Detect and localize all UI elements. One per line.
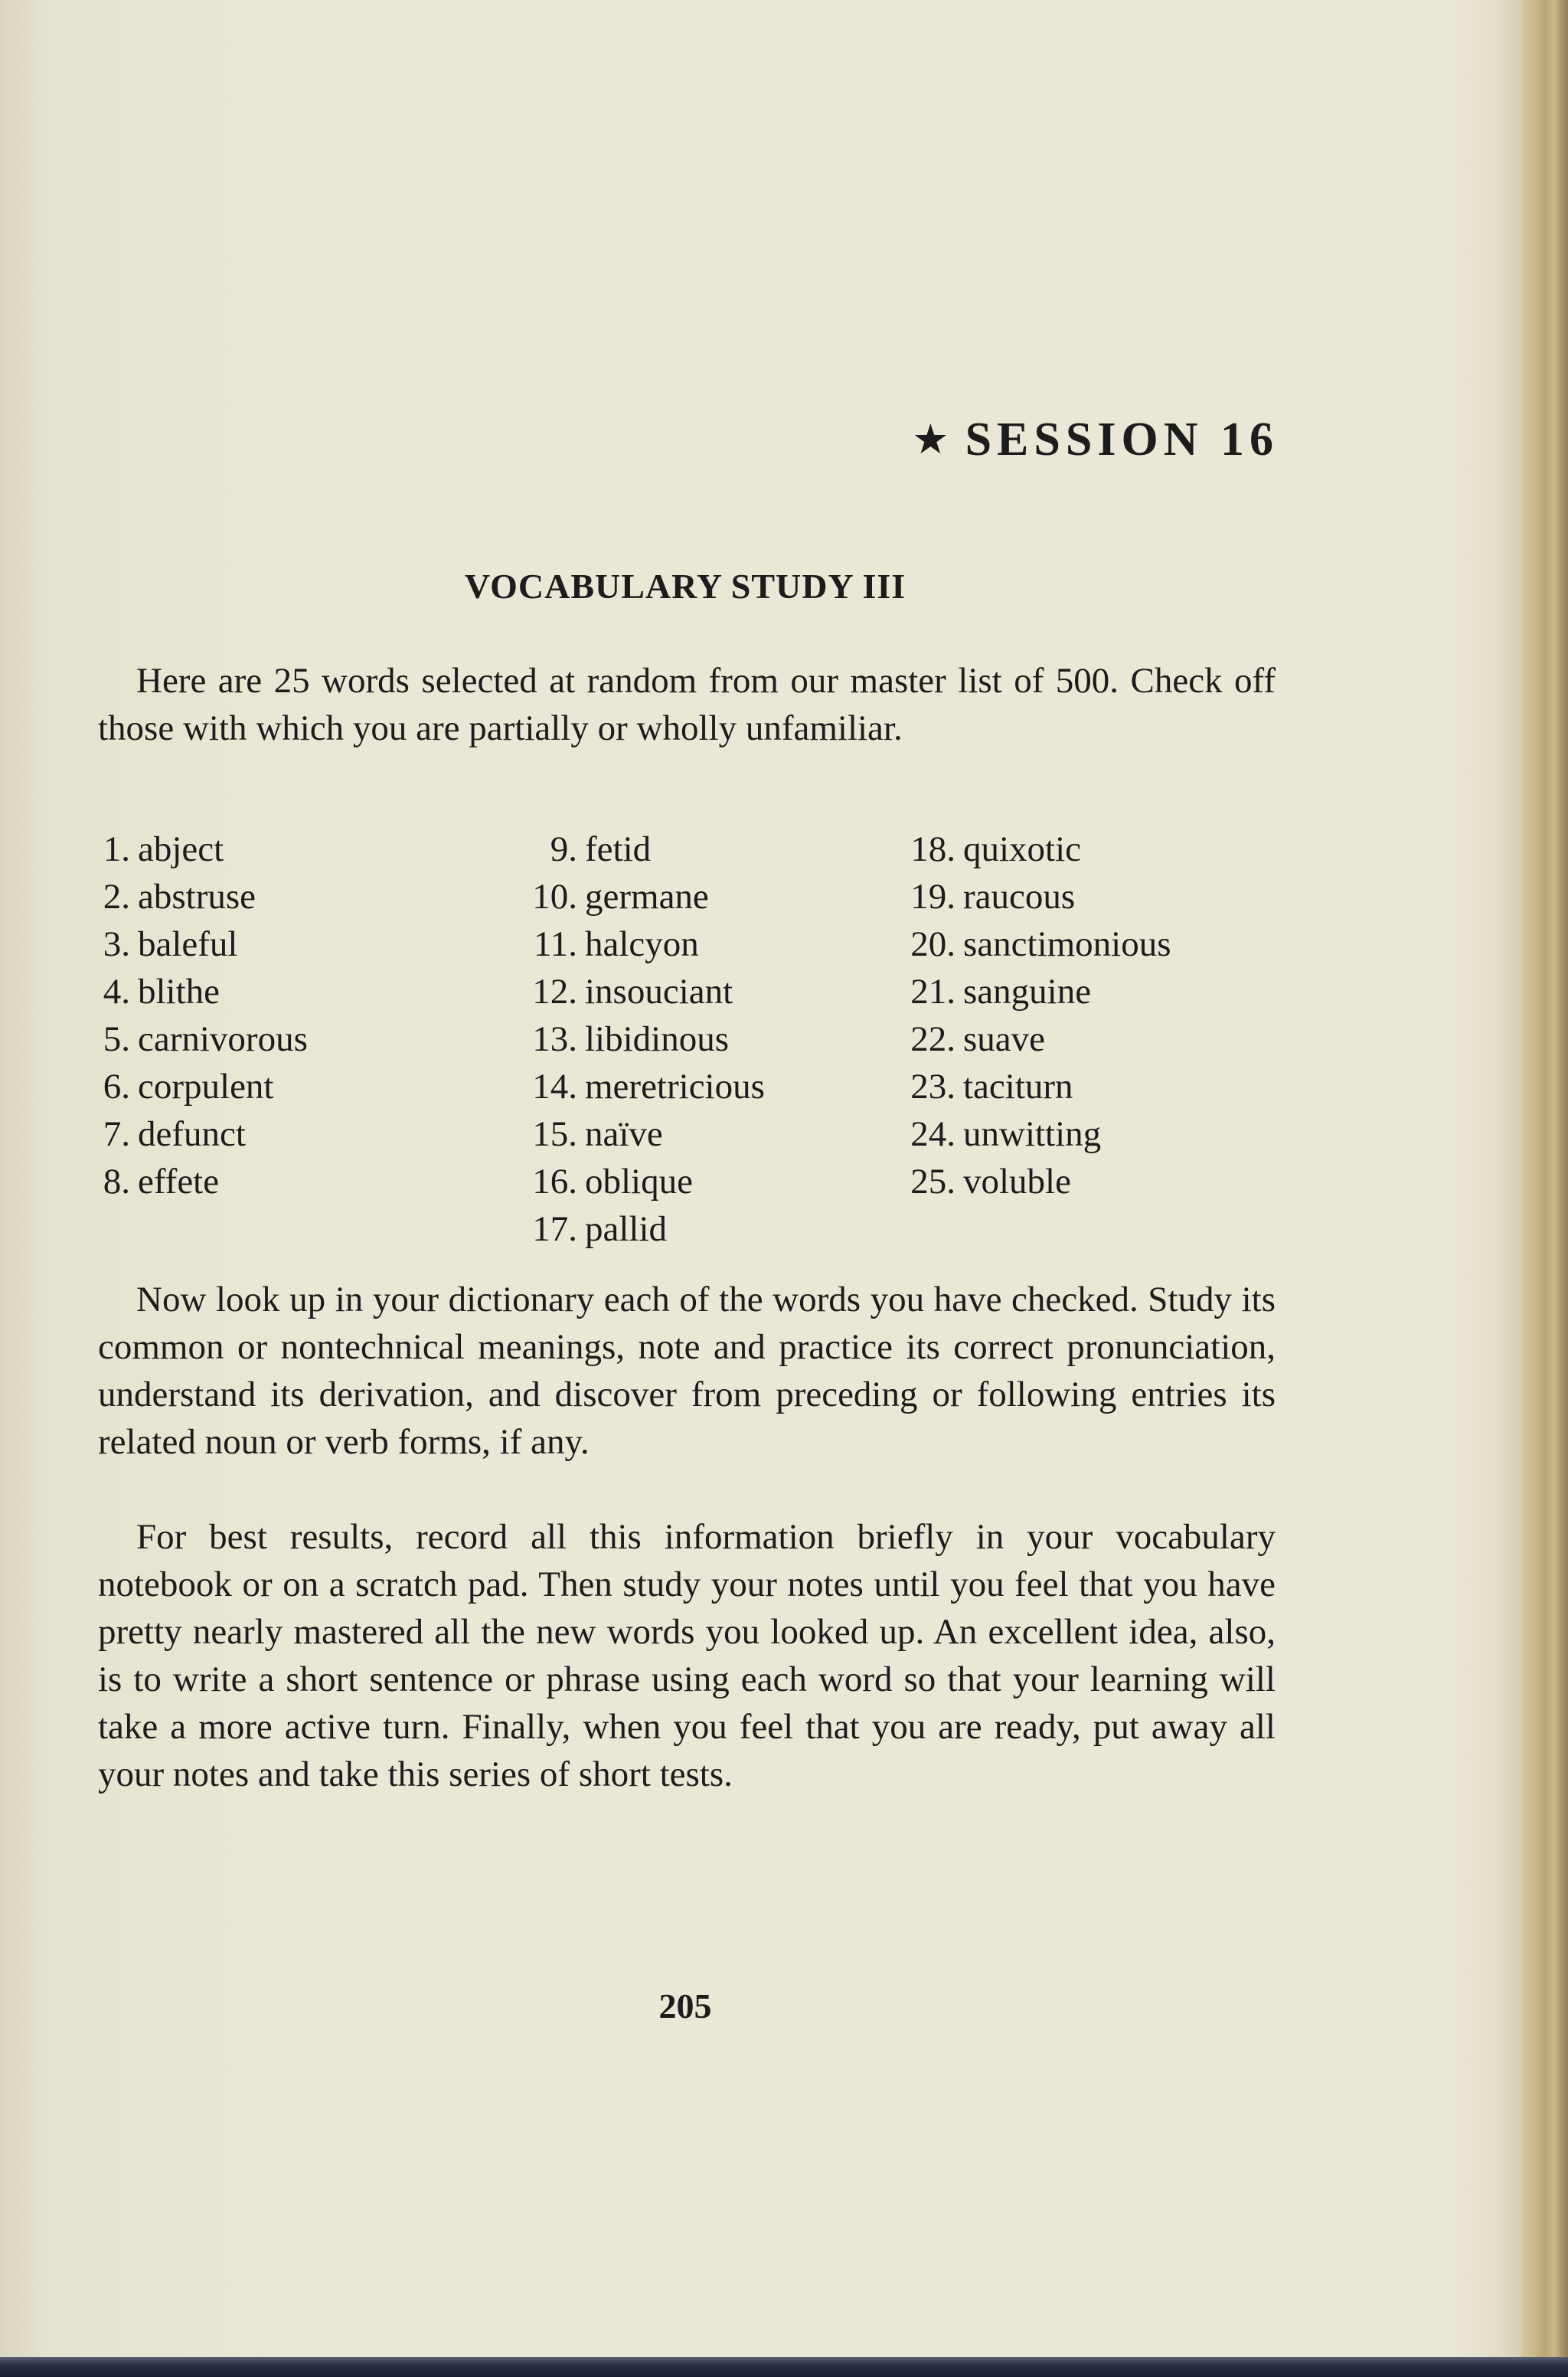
word-number: 8. xyxy=(103,1162,130,1202)
page-number: 205 xyxy=(658,1986,712,2026)
word-number: 23. xyxy=(910,1067,956,1107)
word: unwitting xyxy=(963,1114,1102,1154)
word-list-column-2 xyxy=(532,826,765,1253)
word-number: 10. xyxy=(532,877,577,917)
word: taciturn xyxy=(963,1067,1073,1107)
word-list-item xyxy=(103,920,308,968)
word: voluble xyxy=(963,1162,1071,1202)
word-list-item xyxy=(103,1158,308,1205)
word: sanguine xyxy=(963,972,1092,1012)
word: fetid xyxy=(585,829,652,869)
word: abject xyxy=(138,829,224,869)
word-list-item xyxy=(910,968,1171,1015)
word: carnivorous xyxy=(138,1019,308,1059)
word-list-column-1 xyxy=(103,826,308,1205)
word-number: 15. xyxy=(532,1114,577,1154)
word-list-item xyxy=(103,1110,308,1158)
word-list-item xyxy=(532,1205,765,1253)
word-number: 21. xyxy=(910,972,956,1012)
word: corpulent xyxy=(138,1067,274,1107)
word-number: 18. xyxy=(910,829,956,869)
word-number: 24. xyxy=(910,1114,956,1154)
word-list-item xyxy=(532,1063,765,1110)
word-number: 12. xyxy=(532,972,577,1012)
page-edge xyxy=(1522,0,1568,2359)
word: sanctimonious xyxy=(963,924,1171,964)
word-number: 6. xyxy=(103,1067,130,1107)
word-number: 5. xyxy=(103,1019,130,1059)
word: effete xyxy=(138,1162,220,1202)
word: quixotic xyxy=(963,829,1082,869)
word-list-item xyxy=(910,1110,1171,1158)
word-number: 19. xyxy=(910,877,956,917)
word: defunct xyxy=(138,1114,246,1154)
word-list-item xyxy=(532,968,765,1015)
word-number: 2. xyxy=(103,877,130,917)
word-list-item xyxy=(103,1063,308,1110)
word: baleful xyxy=(138,924,238,964)
session-label: SESSION 16 xyxy=(965,414,1279,466)
word-list-item xyxy=(532,873,765,920)
word: germane xyxy=(585,877,709,917)
instructions-paragraph-2: For best results, record all this information briefly in your vocabulary notebook or on a scratch pad. Then study your notes until you feel that you have pretty nearly mastered all the new words you looked up. An excellent idea, also, is to write a short sentence or phrase using each word so that your learning will take a more active turn. Finally, when you feel that you are ready, put away all your notes and take this series of short tests. xyxy=(98,1517,1276,1794)
word: insouciant xyxy=(585,972,733,1012)
intro-paragraph: Here are 25 words selected at random from our master list of 500. Check off those with which you are partially or wholly unfamiliar. xyxy=(98,661,1276,748)
word-list-item xyxy=(910,873,1171,920)
word-number: 16. xyxy=(532,1162,577,1202)
word-number: 9. xyxy=(550,829,577,869)
word: pallid xyxy=(585,1209,668,1249)
word-number: 20. xyxy=(910,924,956,964)
word: blithe xyxy=(138,972,220,1012)
word: raucous xyxy=(963,877,1076,917)
word-list-item xyxy=(103,873,308,920)
word-list-item xyxy=(533,920,765,968)
word: naïve xyxy=(585,1114,663,1154)
word-list-item xyxy=(103,1015,308,1063)
word: oblique xyxy=(585,1162,693,1202)
word-list-item xyxy=(550,826,765,873)
word-list-item xyxy=(532,1110,765,1158)
word: suave xyxy=(963,1019,1046,1059)
word-list-item xyxy=(910,1063,1171,1110)
word-number: 25. xyxy=(910,1162,956,1202)
word-list-item xyxy=(910,1158,1171,1205)
word: halcyon xyxy=(585,924,699,964)
word-list-item xyxy=(103,968,308,1015)
word-list-item xyxy=(532,1015,765,1063)
word-list-item xyxy=(910,826,1171,873)
word-number: 7. xyxy=(103,1114,130,1154)
scan-edge xyxy=(0,2357,1568,2377)
star-icon: ★ xyxy=(912,415,955,463)
word-number: 1. xyxy=(103,829,130,869)
session-heading xyxy=(912,412,1279,469)
word-number: 4. xyxy=(103,972,130,1012)
word-number: 11. xyxy=(533,924,577,964)
word: libidinous xyxy=(585,1019,730,1059)
word-number: 13. xyxy=(532,1019,577,1059)
word-list-item xyxy=(532,1158,765,1205)
word-list-item xyxy=(910,1015,1171,1063)
instructions-paragraph-1: Now look up in your dictionary each of the words you have checked. Study its common or nontechnical meanings, note and practice its correct pronunciation, understand its derivation, and discover from preceding or following entries its related noun or verb forms, if any. xyxy=(98,1280,1276,1462)
section-title: VOCABULARY STUDY III xyxy=(464,567,906,606)
word: meretricious xyxy=(585,1067,765,1107)
word-number: 17. xyxy=(532,1209,577,1249)
word-number: 22. xyxy=(910,1019,956,1059)
word: abstruse xyxy=(138,877,256,917)
word-number: 14. xyxy=(532,1067,577,1107)
word-list-item xyxy=(910,920,1171,968)
word-number: 3. xyxy=(103,924,130,964)
word-list-column-3 xyxy=(910,826,1171,1205)
word-list-item xyxy=(103,826,308,873)
